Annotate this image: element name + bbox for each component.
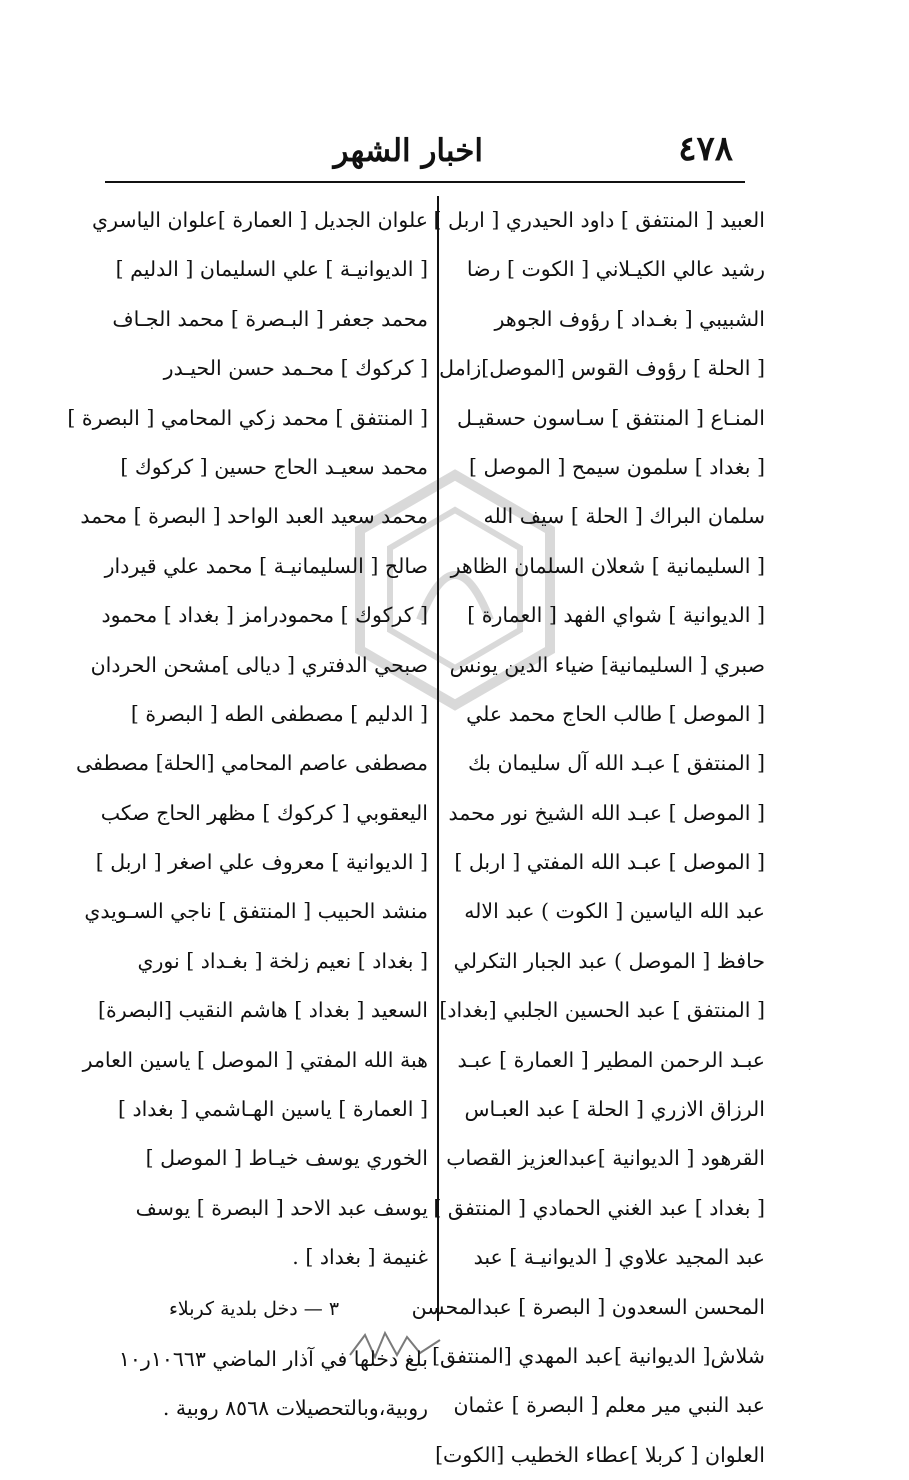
text-line: عبـد الرحمن المطير [ العمارة ] عبـد [457, 1047, 765, 1072]
text-line: محمد سعيد العبد الواحد [ البصرة ] محمد [80, 504, 428, 529]
text-line: [ كركوك ] محمودرامز [ بغداد ] محمود [101, 603, 428, 628]
text-line: [ كركوك ] محـمد حسن الحيـدر [163, 356, 428, 381]
text-line: غنيمة [ بغداد ] . [292, 1245, 428, 1270]
text-line: السعيد [ بغداد ] هاشم النقيب [البصرة] [98, 998, 428, 1023]
header-rule [105, 181, 745, 183]
text-line: الرزاق الازري [ الحلة ] عبد العبـاس [464, 1097, 765, 1122]
page-header [105, 125, 745, 180]
handwritten-mark [345, 1325, 445, 1365]
text-line: محمد سعيـد الحاج حسين [ كركوك ] [120, 454, 428, 479]
text-line: [ الديوانية ] معروف علي اصغر [ اربل ] [95, 850, 428, 875]
text-line: [ المنتفق ] عبـد الله آل سليمان بك [467, 751, 765, 776]
text-line: المحسن السعدون [ البصرة ] عبدالمحسن [411, 1294, 765, 1319]
text-line: [ الموصل ] عبـد الله المفتي [ اربل ] [454, 850, 765, 875]
text-line: صبري [ السليمانية] ضياء الدين يونس [449, 652, 765, 677]
section-heading: ٣ — دخل بلدية كربلاء [168, 1297, 340, 1320]
text-line: [ الديوانية ] شواي الفهد [ العمارة ] [467, 603, 765, 628]
text-line: الخوري يوسف خيـاط [ الموصل ] [145, 1146, 428, 1171]
text-line: [ المنتفق ] عبد الحسين الجلبي [بغداد] [439, 998, 765, 1023]
text-line: [ الديوانيـة ] علي السليمان [ الدليم ] [115, 257, 428, 282]
text-line: القرهود [ الديوانية ]عبدالعزيز القصاب [446, 1146, 765, 1171]
text-line: علوان الجديل [ العمارة ]علوان الياسري [92, 208, 428, 232]
text-line: عبد النبي مير معلم [ البصرة ] عثمان [453, 1393, 765, 1418]
text-line: رشيد عالي الكيـلاني [ الكوت ] رضا [466, 257, 765, 282]
text-line: المنـاع [ المنتفق ] سـاسون حسقيـل [457, 405, 765, 430]
right-column [411, 196, 765, 1480]
text-line: [ العمارة ] ياسين الهـاشمي [ بغداد ] [117, 1097, 428, 1122]
text-line: صالح [ السليمانيـة ] محمد علي قيردار [104, 553, 428, 578]
text-line: روبية،وبالتحصيلات ٨٥٦٨ روبية . [162, 1395, 428, 1420]
left-column [67, 196, 428, 1433]
text-line: الشبيبي [ بغـداد ] رؤوف الجوهر [494, 306, 765, 331]
text-line: يوسف عبد الاحد [ البصرة ] يوسف [135, 1195, 428, 1220]
text-line: [ بغداد ] نعيم زلخة [ بغـداد ] نوري [137, 948, 428, 973]
text-line: العبيد [ المنتفق ] داود الحيدري [ اربل ] [433, 208, 765, 232]
text-line: محمد جعفر [ البـصرة ] محمد الجـاف [112, 306, 428, 331]
text-line: العلوان [ كربلا ]عطاء الخطيب [الكوت] [435, 1442, 765, 1467]
text-line: هبة الله المفتي [ الموصل ] ياسين العامر [82, 1047, 428, 1072]
text-line: [ الدليم ] مصطفى الطه [ البصرة ] [130, 701, 428, 726]
text-line: شلاش[ الديوانية ]عبد المهدي [المنتفق] [432, 1343, 765, 1368]
text-line: صبحي الدفتري [ ديالى ]مشحن الحردان [90, 652, 428, 677]
text-line: سلمان البراك [ الحلة ] سيف الله [483, 504, 765, 529]
text-line: [ السليمانية ] شعلان السلمان الظاهر [450, 553, 765, 578]
text-line: منشد الحبيب [ المنتفق ] ناجي السـويدي [84, 899, 428, 924]
text-line: بلغ دخلها في آذار الماضي ١٠٦٦٣ر١٠ [118, 1346, 428, 1371]
text-line: [ بغداد ] عبد الغني الحمادي [ المنتفق ] [433, 1195, 765, 1220]
text-line: اليعقوبي [ كركوك ] مظهر الحاج صكب [100, 800, 428, 825]
text-line: [ المنتفق ] محمد زكي المحامي [ البصرة ] [67, 405, 428, 430]
page-number: ٤٧٨ [678, 129, 733, 169]
text-line: [ الموصل ] طالب الحاج محمد علي [466, 701, 765, 726]
text-line: [ الموصل ] عبـد الله الشيخ نور محمد [448, 800, 765, 825]
text-line: عبد المجيد علاوي [ الديوانيـة ] عبد [473, 1245, 765, 1270]
text-line: مصطفى عاصم المحامي [الحلة] مصطفى [76, 751, 428, 776]
running-title: اخبار الشهر [333, 133, 483, 169]
text-line: عبد الله الياسين [ الكوت ) عبد الاله [464, 899, 765, 924]
text-line: حافظ [ الموصل ) عبد الجبار التكرلي [453, 948, 765, 973]
text-line: [ بغداد ] سلمون سيمح [ الموصل ] [468, 454, 765, 479]
text-line: [ الحلة ] رؤوف القوس [الموصل]زامل [439, 356, 765, 381]
